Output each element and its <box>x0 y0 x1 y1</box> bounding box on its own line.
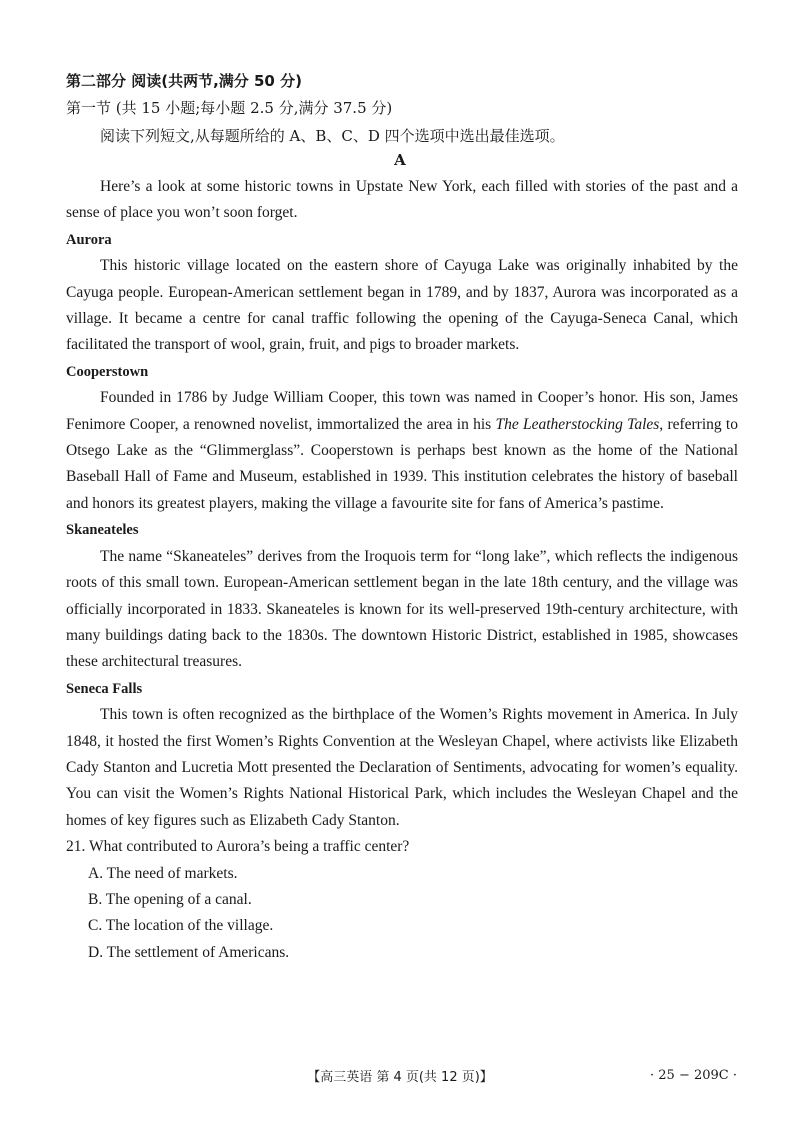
option-d: D. The settlement of Americans. <box>88 943 290 961</box>
option-c: C. The location of the village. <box>88 917 274 935</box>
answer-options <box>66 861 738 967</box>
passage-content <box>66 174 738 966</box>
part-title: 第二部分 阅读(共两节,满分 50 分) <box>66 72 302 90</box>
paragraph-skaneateles: The name “Skaneateles” derives from the Iroquois term for “long lake”, which reflects the indigenous roots of this small town. European-American settlement began in the late 18th century, and the village was officially incorporated in 1833. Skaneateles is known for its well-preserved 19th-century architecture, with many buildings dating back to the 1830s. The downtown Historic District, established in 1985, showcases these architectural treasures. <box>66 547 738 671</box>
page-footer: 【高三英语 第 4 页(共 12 页)】 <box>307 1070 493 1085</box>
paragraph-seneca-falls: This town is often recognized as the birthplace of the Women’s Rights movement in America. In July 1848, it hosted the first Women’s Rights Convention at the Wesleyan Chapel, where activists like Elizabeth Cady Stanton and Lucretia Mott presented the Declaration of Sentiments, advocating for women’s equality. You can visit the Women’s Rights National Historical Park, which includes the Wesleyan Chapel and the homes of key figures such as Elizabeth Cady Stanton. <box>66 706 738 829</box>
option-b: B. The opening of a canal. <box>88 890 252 908</box>
heading-aurora: Aurora <box>66 231 112 248</box>
book-title: The Leatherstocking Tales <box>495 415 660 433</box>
heading-skaneateles: Skaneateles <box>66 522 139 539</box>
instruction: 阅读下列短文,从每题所给的 A、B、C、D 四个选项中选出最佳选项。 <box>100 127 565 145</box>
passage-intro: Here’s a look at some historic towns in Upstate New York, each filled with stories of the past and a sense of place you won’t soon forget. <box>66 178 738 222</box>
exam-code: · 25 − 209C · <box>650 1068 737 1083</box>
question-21: 21. What contributed to Aurora’s being a traffic center? <box>66 838 410 856</box>
heading-cooperstown: Cooperstown <box>66 363 149 380</box>
heading-seneca-falls: Seneca Falls <box>66 680 143 697</box>
option-a: A. The need of markets. <box>88 864 238 882</box>
cooperstown-text-before: Founded in 1786 by Judge William Cooper, this town was named in Cooper’s honor. His son, James Fenimore Cooper, a renowned novelist, immortalized the area in his <box>66 389 738 433</box>
paragraph-aurora: This historic village located on the eastern shore of Cayuga Lake was originally inhabited by the Cayuga people. European-American settlement began in 1789, and by 1837, Aurora was incorporated as a village. It became a centre for canal traffic following the opening of the Cayuga-Seneca Canal, which facilitated the transport of wool, grain, fruit, and pigs to broader markets. <box>66 257 738 354</box>
cooperstown-text-after: , referring to Otsego Lake as the “Glimmerglass”. Cooperstown is perhaps best known as the home of the National Baseball Hall of Fame and Museum, established in 1939. This institution celebrates the history of baseball and honors its greatest players, making the village a favourite site for fans of America’s pastime. <box>66 415 738 512</box>
paragraph-cooperstown <box>66 385 738 517</box>
section-title: 第一节 (共 15 小题;每小题 2.5 分,满分 37.5 分) <box>66 99 393 117</box>
passage-label: A <box>394 151 406 169</box>
